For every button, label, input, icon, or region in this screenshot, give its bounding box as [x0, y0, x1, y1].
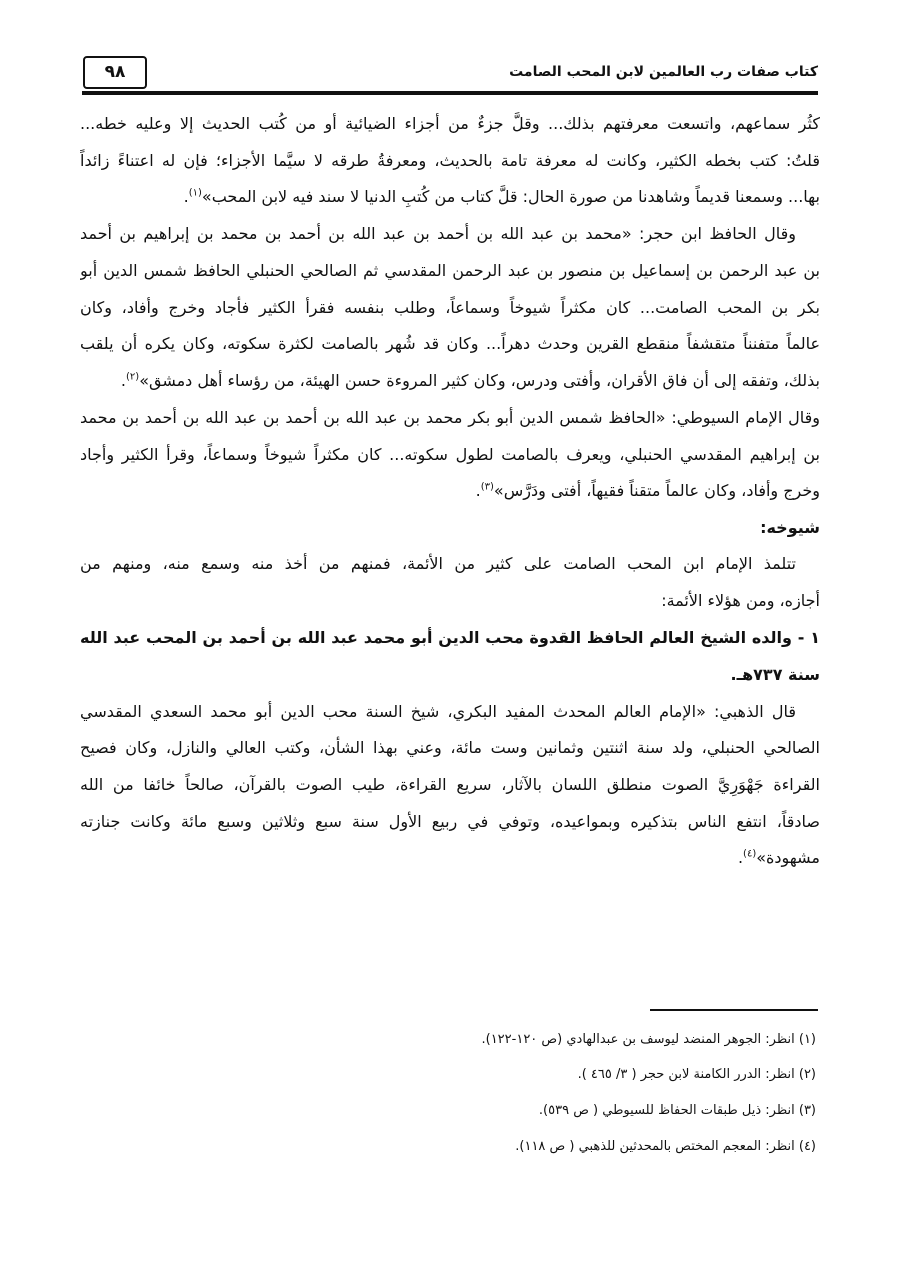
line-text: قلتُ: كتب بخطه الكثير، وكانت له معرفة تامة بالحديث، ومعرفةُ طرقه لا سيَّما الأجزاء؛ فإن له اعتناءً زائداً [80, 151, 820, 170]
line-text: عالماً متفنناً متقشفاً منقطع القرين وحدث دهراً... وكان قد شُهر بالصامت لكثرة سكوته، وكان يكره أن يلقب [80, 334, 820, 353]
footnote-ref[interactable]: (٤) [743, 848, 757, 860]
text-line [80, 109, 820, 139]
text-line [80, 182, 820, 212]
text-line [80, 807, 820, 837]
footnote-ref[interactable]: (٢) [126, 371, 140, 383]
line-text: وقال الحافظ ابن حجر: «محمد بن عبد الله بن أحمد بن عبد الله بن أحمد بن محمد بن إبراهيم بن أحمد [80, 224, 796, 243]
footnote: (٣) انظر: ذيل طبقات الحفاظ للسيوطي ( ص ٥٣٩). [538, 1103, 816, 1118]
text-line [80, 697, 820, 727]
line-end: . [475, 481, 481, 500]
numbered-item-heading [80, 623, 820, 653]
header-rule [82, 91, 818, 95]
text-line [80, 366, 820, 396]
text-line [80, 843, 820, 873]
numbered-item-heading [80, 660, 820, 690]
text-line [80, 146, 820, 176]
footnote-ref[interactable]: (١) [188, 187, 202, 199]
section-heading: شيوخه: [760, 518, 820, 537]
line-end: . [183, 187, 189, 206]
line-text: بذلك، وتفقه إلى أن فاق الأقران، وأفتى ودرس، وكان كثير المروءة حسن الهيئة، من رؤساء أهل دمشق» [139, 371, 820, 390]
line-text: الصالحي الحنبلي، ولد سنة اثنتين وثمانين وست مائة، وعني بهذا الشأن، وكتب العالي والنازل، وكان فصيح [80, 738, 820, 757]
line-text: وخرج وأفاد، وكان عالماً متقناً فقيهاً، أفتى ودَرَّس» [493, 481, 820, 500]
page-number: ٩٨ [83, 56, 147, 89]
footnote: (١) انظر: الجوهر المنضد ليوسف بن عبدالهادي (ص ١٢٠-١٢٢). [481, 1032, 816, 1047]
line-text: بن إبراهيم المقدسي الحنبلي، ويعرف بالصامت لطول سكوته... كان مكثراً شيوخاً وسماعاً، وقرأ الكثير وأجاد [80, 445, 820, 464]
text-line [80, 403, 820, 433]
text-line [80, 770, 820, 800]
footnote: (٤) انظر: المعجم المختص بالمحدثين للذهبي ( ص ١١٨). [515, 1139, 816, 1154]
line-text: صادقاً، انتفع الناس بتذكيره وبمواعيده، وتوفي في ربيع الأول سنة سبع وثلاثين وسبع مائة وكانت جنازته [80, 812, 820, 831]
text-line [80, 440, 820, 470]
text-line [80, 476, 820, 506]
line-text: بها... وسمعنا قديماً وشاهدنا من صورة الحال: قلَّ كتاب من كُتبِ الدنيا لا سند فيه لابن المحب» [201, 187, 820, 206]
text-line [80, 219, 820, 249]
text-line [80, 256, 820, 286]
footnote: (٢) انظر: الدرر الكامنة لابن حجر ( ٣/ ٤٦٥ ). [577, 1067, 816, 1082]
line-text: تتلمذ الإمام ابن المحب الصامت على كثير من الأئمة، فمنهم من أخذ منه وسمع منه، ومنهم من [80, 554, 796, 573]
text-line [80, 549, 820, 579]
book-title: كتاب صفات رب العالمين لابن المحب الصامت [509, 64, 818, 80]
line-text: القراءة جَهْوَرِيَّ الصوت منطلق اللسان بالآثار، سريع القراءة، طيب الصوت بالقرآن، صالحاً خائفا من الله [80, 775, 820, 794]
text-line [80, 329, 820, 359]
line-text: وقال الإمام السيوطي: «الحافظ شمس الدين أبو بكر محمد بن عبد الله بن أحمد بن عبد الله بن أحمد بن محمد [80, 408, 820, 427]
line-text: سنة ٧٣٧هـ. [730, 665, 820, 684]
line-text: بكر بن المحب الصامت... كان مكثراً شيوخاً وسماعاً، وطلب بنفسه فقرأ الكثير فأجاد وخرج وأفاد، وكان [80, 298, 820, 317]
line-text: أجازه، ومن هؤلاء الأئمة: [661, 591, 820, 610]
footnote-separator [650, 1009, 818, 1011]
line-end: . [120, 371, 127, 390]
line-end: . [737, 848, 744, 867]
text-line [80, 733, 820, 763]
line-text: مشهودة» [756, 848, 820, 867]
text-line [80, 586, 820, 616]
line-text: ١ - والده الشيخ العالم الحافظ القدوة محب الدين أبو محمد عبد الله بن أحمد بن المحب عبد الله [80, 628, 820, 647]
footnote-ref[interactable]: (٣) [480, 481, 494, 493]
line-text: قال الذهبي: «الإمام العالم المحدث المفيد البكري، شيخ السنة محب الدين أبو محمد السعدي المقدسي [80, 702, 796, 721]
text-line [80, 293, 820, 323]
line-text: كثُر سماعهم، واتسعت معرفتهم بذلك... وقلَّ جزءٌ من أجزاء الضيائية أو من كُتب الحديث إلا وعليه خطه... [80, 114, 820, 133]
line-text: بن عبد الرحمن بن إسماعيل بن منصور بن عبد الرحمن المقدسي ثم الصالحي الحنبلي الحافظ شمس الدين أبو [80, 261, 820, 280]
